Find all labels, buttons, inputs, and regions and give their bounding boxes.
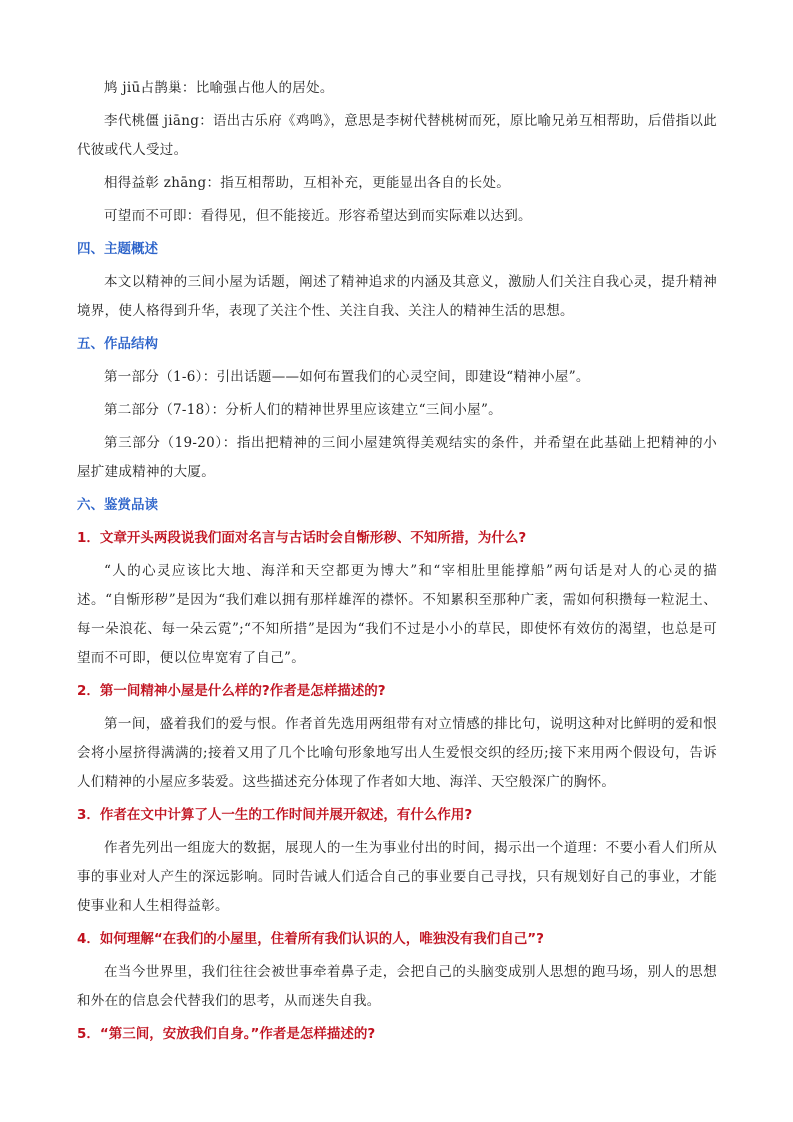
answer-3: 作者先列出一组庞大的数据，展现人的一生为事业付出的时间，揭示出一个道理：不要小看人们所从事的事业对人产生的深远影响。同时告诫人们适合自己的事业要自己寻找，只有规划好自己的事业，才能使事业和人生相得益彰。 (77, 840, 717, 914)
question-3: 3．作者在文中计算了人一生的工作时间并展开叙述，有什么作用? (77, 807, 473, 823)
question-1: 1．文章开头两段说我们面对名言与古话时会自惭形秽、不知所措，为什么? (77, 530, 527, 546)
structure-part-3: 第三部分（19-20）：指出把精神的三间小屋建筑得美观结实的条件，并希望在此基础上把精神的小屋扩建成精神的大厦。 (77, 435, 717, 480)
document-page (77, 74, 717, 1049)
section-heading-theme: 四、主题概述 (77, 241, 158, 257)
answer-2: 第一间，盛着我们的爱与恨。作者首先选用两组带有对立情感的排比句，说明这种对比鲜明的爱和恨会将小屋挤得满满的;接着又用了几个比喻句形象地写出人生爱恨交织的经历;接下来用两个假设句，告诉人们精神的小屋应多装爱。这些描述充分体现了作者如大地、海洋、天空般深广的胸怀。 (77, 716, 717, 790)
question-4: 4．如何理解“在我们的小屋里，住着所有我们认识的人，唯独没有我们自己”? (77, 931, 544, 947)
section-heading-appreciation: 六、鉴赏品读 (77, 497, 158, 513)
question-2: 2．第一间精神小屋是什么样的?作者是怎样描述的? (77, 683, 386, 699)
theme-text: 本文以精神的三间小屋为话题，阐述了精神追求的内涵及其意义，激励人们关注自我心灵，提升精神境界，使人格得到升华，表现了关注个性、关注自我、关注人的精神生活的思想。 (77, 274, 717, 319)
answer-4: 在当今世界里，我们往往会被世事牵着鼻子走，会把自己的头脑变成别人思想的跑马场，别人的思想和外在的信息会代替我们的思考，从而迷失自我。 (77, 964, 717, 1009)
structure-part-2: 第二部分（7-18）：分析人们的精神世界里应该建立“三间小屋”。 (104, 402, 502, 418)
idiom-3: 相得益彰 zhāng：指互相帮助，互相补充，更能显出各自的长处。 (104, 175, 511, 191)
idiom-4: 可望而不可即：看得见，但不能接近。形容希望达到而实际难以达到。 (104, 208, 532, 224)
answer-1: “人的心灵应该比大地、海洋和天空都更为博大”和“宰相肚里能撑船”两句话是对人的心灵的描述。“自惭形秽”是因为“我们难以拥有那样雄浑的襟怀。不知累积至那种广袤，需如何积攒每一粒泥土、每一朵浪花、每一朵云霓”;“不知所措”是因为“我们不过是小小的草民，即使怀有效仿的渴望，也总是可望而不可即，便以位卑宽宥了自己”。 (77, 563, 717, 666)
question-5: 5．“第三间，安放我们自身。”作者是怎样描述的? (77, 1026, 376, 1042)
idiom-2: 李代桃僵 jiāng：语出古乐府《鸡鸣》，意思是李树代替桃树而死，原比喻兄弟互相帮助，后借指以此代彼或代人受过。 (77, 113, 717, 158)
section-heading-structure: 五、作品结构 (77, 336, 158, 352)
idiom-1: 鸠 jiū占鹊巢：比喻强占他人的居处。 (104, 80, 334, 96)
structure-part-1: 第一部分（1-6）：引出话题——如何布置我们的心灵空间，即建设“精神小屋”。 (104, 369, 590, 385)
